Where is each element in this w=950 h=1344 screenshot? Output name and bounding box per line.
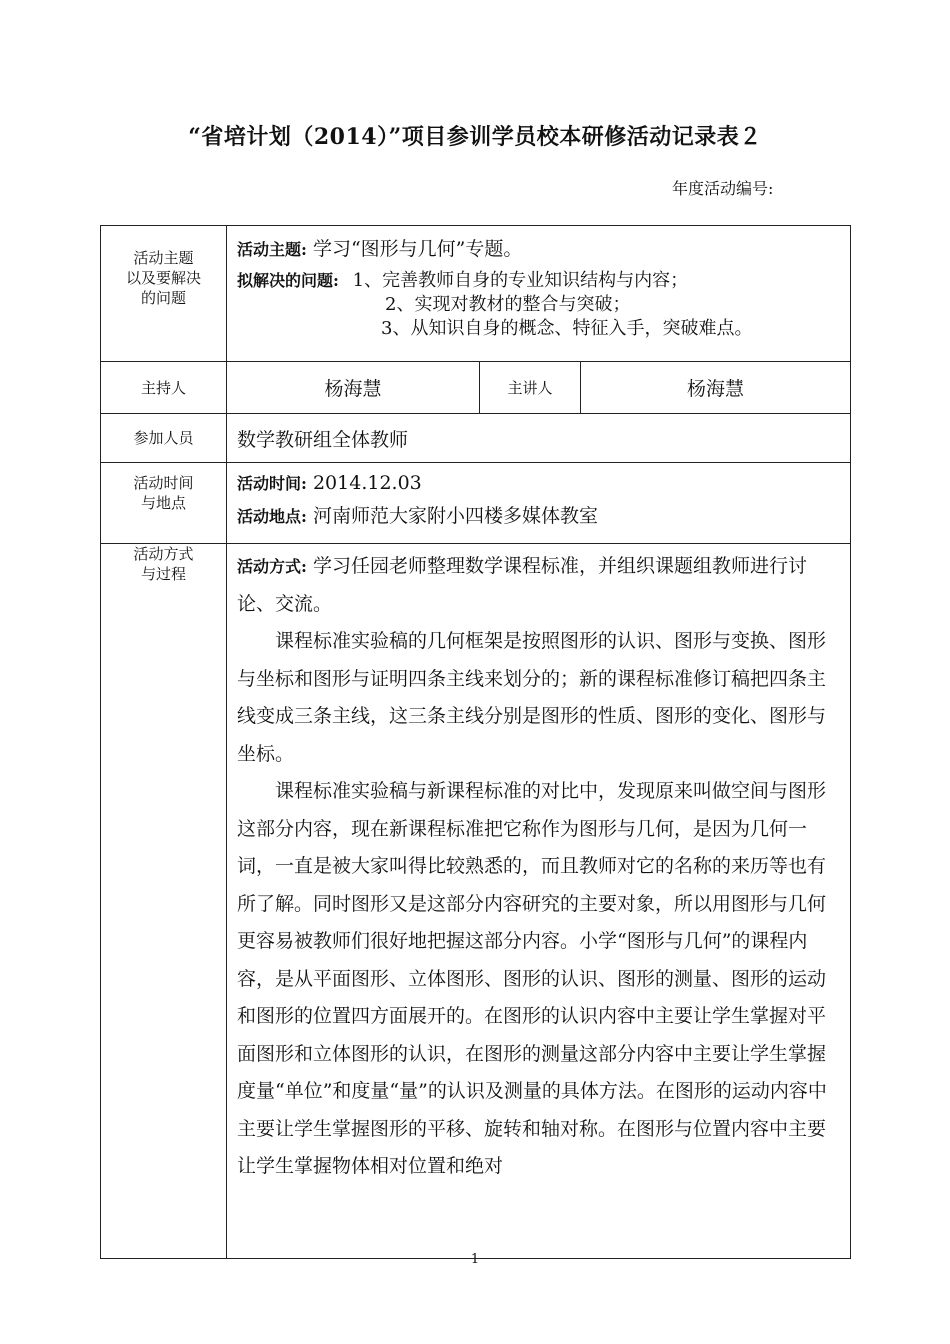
participants-label: 参加人员 <box>101 414 227 463</box>
process-content-cell <box>227 544 851 1259</box>
page-number: 1 <box>470 1252 480 1267</box>
activity-number-label: 年度活动编号: <box>672 179 774 198</box>
issue-item: 2、实现对教材的整合与突破； <box>385 294 631 315</box>
place-label: 活动地点: <box>237 507 307 526</box>
participants-row <box>101 414 851 463</box>
method-label: 活动方式: <box>237 557 307 576</box>
time-place-label-cell <box>101 463 227 544</box>
process-label-line: 与过程 <box>140 565 186 583</box>
issues-label: 拟解决的问题: <box>237 271 339 290</box>
method-value: 学习任园老师整理数学课程标准，并组织课题组教师进行讨论、交流。 <box>237 555 807 615</box>
topic-label-line: 的问题 <box>140 289 186 307</box>
theme-label: 活动主题: <box>237 240 307 259</box>
time-place-content-cell <box>227 463 851 544</box>
time-place-label-line: 与地点 <box>140 494 186 512</box>
issue-item: 3、从知识自身的概念、特征入手，突破难点。 <box>381 318 753 339</box>
time-value: 2014.12.03 <box>312 472 422 494</box>
process-paragraph-2: 课程标准实验稿与新课程标准的对比中，发现原来叫做空间与图形这部分内容，现在新课程标准把它称作为图形与几何，是因为几何一词，一直是被大家叫得比较熟悉的，而且教师对它的名称的来历等也有所了解。同时图形又是这部分内容研究的主要对象，所以用图形与几何更容易被教师们很好地把握这部分内容。小学“图形与几何”的课程内容，是从平面图形、立体图形、图形的认识、图形的测量、图形的运动和图形的位置四方面展开的。在图形的认识内容中主要让学生掌握对平面图形和立体图形的认识，在图形的测量这部分内容中主要让学生掌握度量“单位”和度量“量”的认识及测量的具体方法。在图形的运动内容中主要让学生掌握图形的平移、旋转和轴对称。在图形与位置内容中主要让学生掌握物体相对位置和绝对 <box>237 780 827 1177</box>
time-place-row <box>101 463 851 544</box>
theme-value: 学习“图形与几何”专题。 <box>312 238 523 260</box>
place-value: 河南师范大家附小四楼多媒体教室 <box>312 505 598 527</box>
method-paragraph <box>237 548 842 623</box>
process-row <box>101 544 851 1259</box>
topic-label-cell <box>101 226 227 362</box>
record-table <box>100 225 851 1259</box>
host-label: 主持人 <box>101 362 227 414</box>
speaker-label: 主讲人 <box>480 362 581 414</box>
process-label-cell <box>101 544 227 1259</box>
issue-item: 1、完善教师自身的专业知识结构与内容； <box>352 270 689 291</box>
topic-label-line: 以及要解决 <box>125 269 201 287</box>
topic-row <box>101 226 851 362</box>
speaker-value: 杨海慧 <box>581 362 851 414</box>
document-title: “省培计划（2014）”项目参训学员校本研修活动记录表２ <box>188 124 762 150</box>
time-label: 活动时间: <box>237 474 307 493</box>
topic-label-line: 活动主题 <box>133 249 194 267</box>
host-value: 杨海慧 <box>227 362 480 414</box>
time-place-label-line: 活动时间 <box>133 474 194 492</box>
process-label-line: 活动方式 <box>133 545 194 563</box>
host-row <box>101 362 851 414</box>
process-paragraph-1: 课程标准实验稿的几何框架是按照图形的认识、图形与变换、图形与坐标和图形与证明四条主线来划分的；新的课程标准修订稿把四条主线变成三条主线，这三条主线分别是图形的性质、图形的变化、图形与坐标。 <box>237 630 827 765</box>
participants-value: 数学教研组全体教师 <box>227 414 851 463</box>
topic-content-cell <box>227 226 851 362</box>
